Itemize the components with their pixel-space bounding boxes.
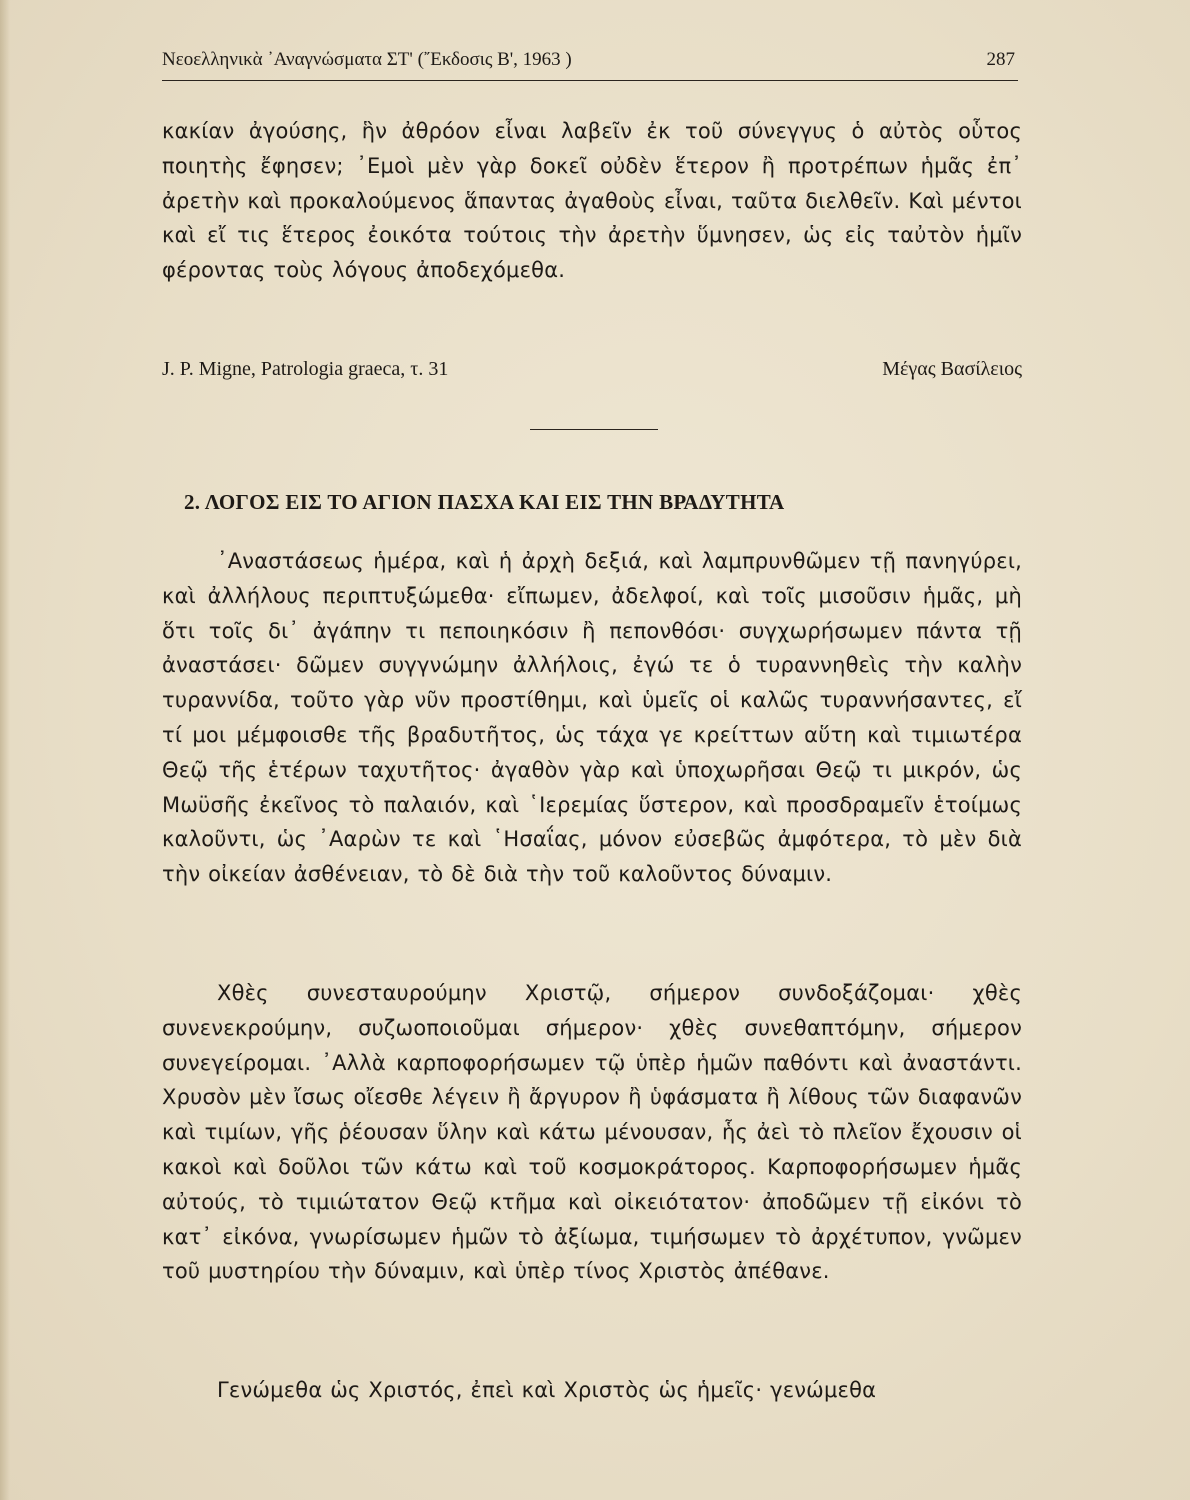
- header-rule: [162, 80, 1018, 81]
- citation-author: Μέγας Βασίλειος: [882, 358, 1022, 380]
- citation: [162, 354, 1022, 384]
- page-number: 287: [986, 49, 1015, 70]
- page-binding-edge: [0, 0, 10, 1500]
- running-header-title: Νεοελληνικὰ ᾿Αναγνώσματα ΣΤ' (῎Εκδοσις Β', 1963 ): [162, 49, 572, 70]
- body-paragraph-2: Χθὲς συνεσταυρούμην Χριστῷ, σήμερον συνδοξάζομαι· χθὲς συνενεκρούμην, συζωοποιοῦμαι σήμερον· χθὲς συνεθαπτόμην, σήμερον συνεγείρομαι. ᾿Αλλὰ καρποφορήσωμεν τῷ ὑπὲρ ἡμῶν παθόντι καὶ ἀναστάντι. Χρυσὸν μὲν ἴσως οἴεσθε λέγειν ἢ ἄργυρον ἢ ὑφάσματα ἢ λίθους τῶν διαφανῶν καὶ τιμίων, γῆς ῥέουσαν ὕλην καὶ κάτω μένουσαν, ἧς ἀεὶ τὸ πλεῖον ἔχουσιν οἱ κακοὶ καὶ δοῦλοι τῶν κάτω καὶ τοῦ κοσμοκράτορος. Καρποφορήσωμεν ἡμᾶς αὐτούς, τὸ τιμιώτατον Θεῷ κτῆμα καὶ οἰκειότατον· ἀποδῶμεν τῇ εἰκόνι τὸ κατ᾿ εἰκόνα, γνωρίσωμεν ἡμῶν τὸ ἀξίωμα, τιμήσωμεν τὸ ἀρχέτυπον, γνῶμεν τοῦ μυστηρίου τὴν δύναμιν, καὶ ὑπὲρ τίνος Χριστὸς ἀπέθανε.: [162, 981, 1022, 1284]
- body-paragraph-3: Γενώμεθα ὡς Χριστός, ἐπεὶ καὶ Χριστὸς ὡς ἡμεῖς· γενώμεθα: [217, 1378, 877, 1402]
- running-header: [162, 44, 1020, 76]
- body-paragraph-1: ᾿Αναστάσεως ἡμέρα, καὶ ἡ ἀρχὴ δεξιά, καὶ λαμπρυνθῶμεν τῇ πανηγύρει, καὶ ἀλλήλους περιπτυξώμεθα· εἴπωμεν, ἀδελφοί, καὶ τοῖς μισοῦσιν ἡμᾶς, μὴ ὅτι τοῖς δι᾿ ἀγάπην τι πεποιηκόσιν ἢ πεπονθόσι· συγχωρήσωμεν πάντα τῇ ἀναστάσει· δῶμεν συγγνώμην ἀλλήλοις, ἐγώ τε ὁ τυραννηθεὶς τὴν καλὴν τυραννίδα, τοῦτο γὰρ νῦν προστίθημι, καὶ ὑμεῖς οἱ καλῶς τυραννήσαντες, εἴ τί μοι μέμφοισθε τῆς βραδυτῆτος, ὡς τάχα γε κρείττων αὕτη καὶ τιμιωτέρα Θεῷ τῆς ἑτέρων ταχυτῆτος· ἀγαθὸν γὰρ καὶ ὑποχωρῆσαι Θεῷ τι μικρόν, ὡς Μωϋσῆς ἐκεῖνος τὸ παλαιόν, καὶ ῾Ιερεμίας ὕστερον, καὶ προσδραμεῖν ἑτοίμως καλοῦντι, ὡς ᾿Ααρὼν τε καὶ ῾Ησαΐας, μόνον εὐσεβῶς ἀμφότερα, τὸ μὲν διὰ τὴν οἰκείαν ἀσθένειαν, τὸ δὲ διὰ τὴν τοῦ καλοῦντος δύναμιν.: [162, 549, 1022, 887]
- intro-paragraph: κακίαν ἀγούσης, ἣν ἀθρόον εἶναι λαβεῖν ἐκ τοῦ σύνεγγυς ὁ αὐτὸς οὗτος ποιητὴς ἔφησεν; ᾿Εμοὶ μὲν γὰρ δοκεῖ οὐδὲν ἕτερον ἢ προτρέπων ἡμᾶς ἐπ᾿ ἀρετὴν καὶ προκαλούμενος ἅπαντας ἀγαθοὺς εἶναι, ταῦτα διελθεῖν. Καὶ μέντοι καὶ εἴ τις ἕτερος ἐοικότα τούτοις τὴν ἀρετὴν ὕμνησεν, ὡς εἰς ταὐτὸν ἡμῖν φέροντας τοὺς λόγους ἀποδεχόμεθα.: [162, 119, 1022, 283]
- section-separator-rule: [530, 429, 658, 430]
- citation-source: J. P. Migne, Patrologia graeca, τ. 31: [162, 358, 449, 380]
- section-heading: 2. ΛΟΓΟΣ ΕΙΣ ΤΟ ΑΓΙΟΝ ΠΑΣΧΑ ΚΑΙ ΕΙΣ ΤΗΝ ΒΡΑΔΥΤΗΤΑ: [184, 490, 785, 514]
